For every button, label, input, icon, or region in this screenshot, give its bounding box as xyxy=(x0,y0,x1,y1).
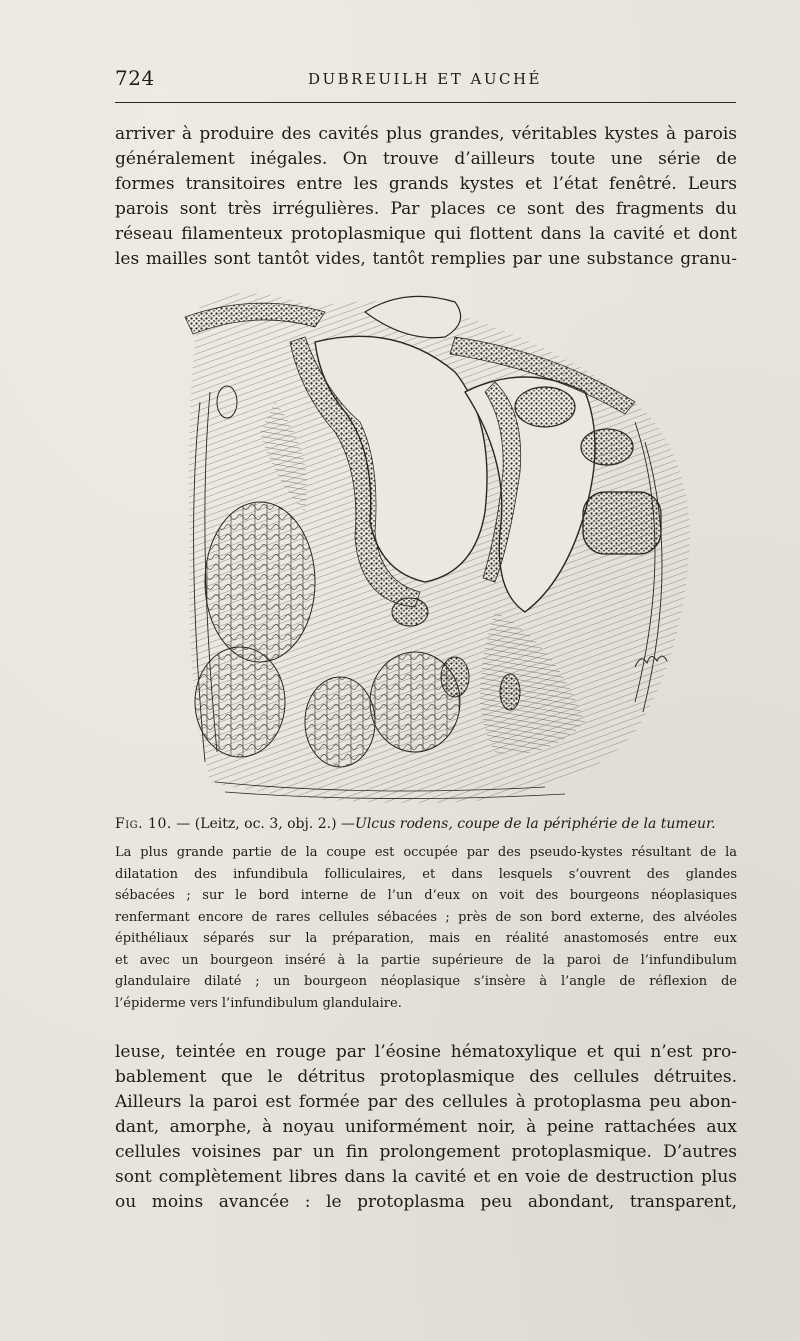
caption-line: l’épiderme vers l’infundibulum glandulaire. xyxy=(115,995,402,1011)
text-line: formes transitoires entre les grands kystes et l’état fenêtré. Leurs xyxy=(115,174,737,194)
caption-line: La plus grande partie de la coupe est occupée par des pseudo-kystes résultant de la xyxy=(115,845,737,860)
figure-detail: — (Leitz, oc. 3, obj. 2.) — xyxy=(171,816,356,832)
sebaceous-lobule xyxy=(305,677,375,767)
text-line: réseau filamenteux protoplasmique qui flottent dans la cavité et dont xyxy=(115,224,737,244)
epithelial-alveolus xyxy=(583,492,661,554)
running-title: DUBREUILH ET AUCHÉ xyxy=(307,70,543,88)
cell-nest xyxy=(500,674,520,710)
text-line: généralement inégales. On trouve d’ailleurs toute une série de xyxy=(115,149,737,169)
epithelial-alveolus xyxy=(581,429,633,465)
caption-line: dilatation des infundibula folliculaires, et dans lesquels s’ouvrent des glandes xyxy=(115,866,737,882)
running-header xyxy=(115,64,735,94)
cell-nest xyxy=(441,657,469,697)
caption-line: épithéliaux séparés sur la préparation, mais en réalité anastomosés entre eux xyxy=(115,931,737,946)
text-line: leuse, teintée en rouge par l’éosine hématoxylique et qui n’est pro- xyxy=(115,1042,737,1062)
text-line: les mailles sont tantôt vides, tantôt remplies par une substance granu- xyxy=(115,249,737,269)
header-rule xyxy=(115,102,736,103)
paragraph-bottom xyxy=(115,1040,737,1215)
caption-line: renfermant encore de rares cellules sébacées ; près de son bord externe, des alvéoles xyxy=(115,909,737,925)
neoplastic-bud xyxy=(392,598,428,626)
paragraph-top xyxy=(115,122,737,272)
text-line: parois sont très irrégulières. Par places ce sont des fragments du xyxy=(115,199,737,219)
figure-italic-title: Ulcus rodens, coupe de la périphérie de la tumeur. xyxy=(355,816,716,832)
text-line: bablement que le détritus protoplasmique des cellules détruites. xyxy=(115,1067,737,1087)
epithelial-alveolus xyxy=(515,387,575,427)
caption-line: glandulaire dilaté ; un bourgeon néoplasique s’insère à l’angle de réflexion de xyxy=(115,974,737,989)
histology-illustration xyxy=(165,282,695,810)
figure-caption-body xyxy=(115,842,737,1014)
sebaceous-lobule xyxy=(195,647,285,757)
text-line: Ailleurs la paroi est formée par des cellules à protoplasma peu abon- xyxy=(115,1092,737,1112)
sebaceous-lobule xyxy=(205,502,315,662)
caption-line: sébacées ; sur le bord interne de l’un d’eux on voit des bourgeons néoplasiques xyxy=(115,888,737,903)
text-line: cellules voisines par un fin prolongement protoplasmique. D’autres xyxy=(115,1142,737,1162)
page-number: 724 xyxy=(115,66,155,90)
text-line: dant, amorphe, à noyau uniformément noir, à peine rattachées aux xyxy=(115,1117,737,1137)
text-line: sont complètement libres dans la cavité et en voie de destruction plus xyxy=(115,1167,737,1187)
caption-line: et avec un bourgeon inséré à la partie supérieure de la paroi de l’infundibulum xyxy=(115,952,737,968)
text-line: ou moins avancée : le protoplasma peu abondant, transparent, xyxy=(115,1192,737,1212)
text-line: arriver à produire des cavités plus grandes, véritables kystes à parois xyxy=(115,124,737,144)
figure-caption-title xyxy=(115,814,737,834)
figure-label: Fig. 10. xyxy=(115,816,172,832)
